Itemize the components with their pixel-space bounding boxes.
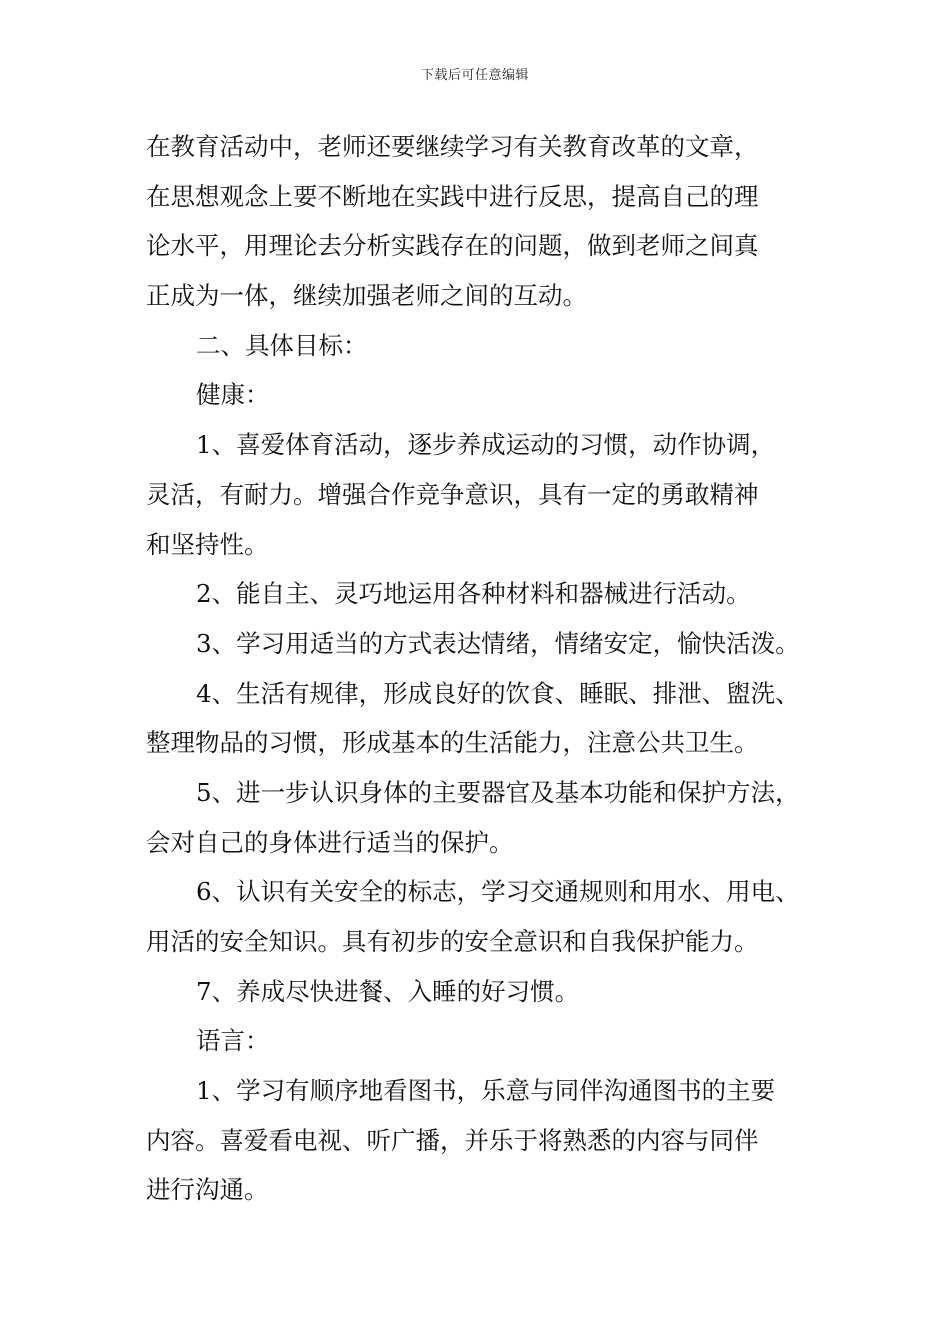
list-item-4-line-2: 整理物品的习惯，形成基本的生活能力，注意公共卫生。 [146, 728, 759, 758]
paragraph-line: 在教育活动中，老师还要继续学习有关教育改革的文章， [146, 132, 759, 161]
subsection-heading-language: 语言： [196, 1026, 270, 1056]
list-item-5-line-1: 5、进一步认识身体的主要器官及基本功能和保护方法， [196, 777, 800, 807]
list-item-6-line-1: 6、认识有关安全的标志，学习交通规则和用水、用电、 [196, 877, 800, 907]
language-item-1-line-3: 进行沟通。 [146, 1175, 269, 1205]
list-item-5-line-2: 会对自己的身体进行适当的保护。 [146, 827, 514, 857]
paragraph-line: 正成为一体，继续加强老师之间的互动。 [146, 281, 587, 311]
list-item-7: 7、养成尽快进餐、入睡的好习惯。 [196, 976, 580, 1006]
document-body [146, 122, 836, 1215]
paragraph-line: 在思想观念上要不断地在实践中进行反思，提高自己的理 [146, 181, 759, 211]
list-item-1-line-1: 1、喜爱体育活动，逐步养成运动的习惯，动作协调， [196, 430, 776, 460]
list-item-4-line-1: 4、生活有规律，形成良好的饮食、睡眠、排泄、盥洗、 [196, 678, 800, 708]
list-item-3: 3、学习用适当的方式表达情绪，情绪安定，愉快活泼。 [196, 628, 800, 658]
section-heading: 二、具体目标： [196, 330, 368, 360]
list-item-6-line-2: 用活的安全知识。具有初步的安全意识和自我保护能力。 [146, 927, 759, 956]
list-item-1-line-3: 和坚持性。 [146, 529, 269, 559]
paragraph-line: 论水平，用理论去分析实践存在的问题，做到老师之间真 [146, 231, 759, 261]
language-item-1-line-2: 内容。喜爱看电视、听广播，并乐于将熟悉的内容与同伴 [146, 1125, 759, 1155]
list-item-2: 2、能自主、灵巧地运用各种材料和器械进行活动。 [196, 579, 751, 609]
subsection-heading-health: 健康： [196, 380, 270, 410]
list-item-1-line-2: 灵活，有耐力。增强合作竞争意识，具有一定的勇敢精神 [146, 479, 759, 509]
page-header-note: 下载后可任意编辑 [420, 68, 529, 83]
language-item-1-line-1: 1、学习有顺序地看图书，乐意与同伴沟通图书的主要 [196, 1076, 776, 1106]
